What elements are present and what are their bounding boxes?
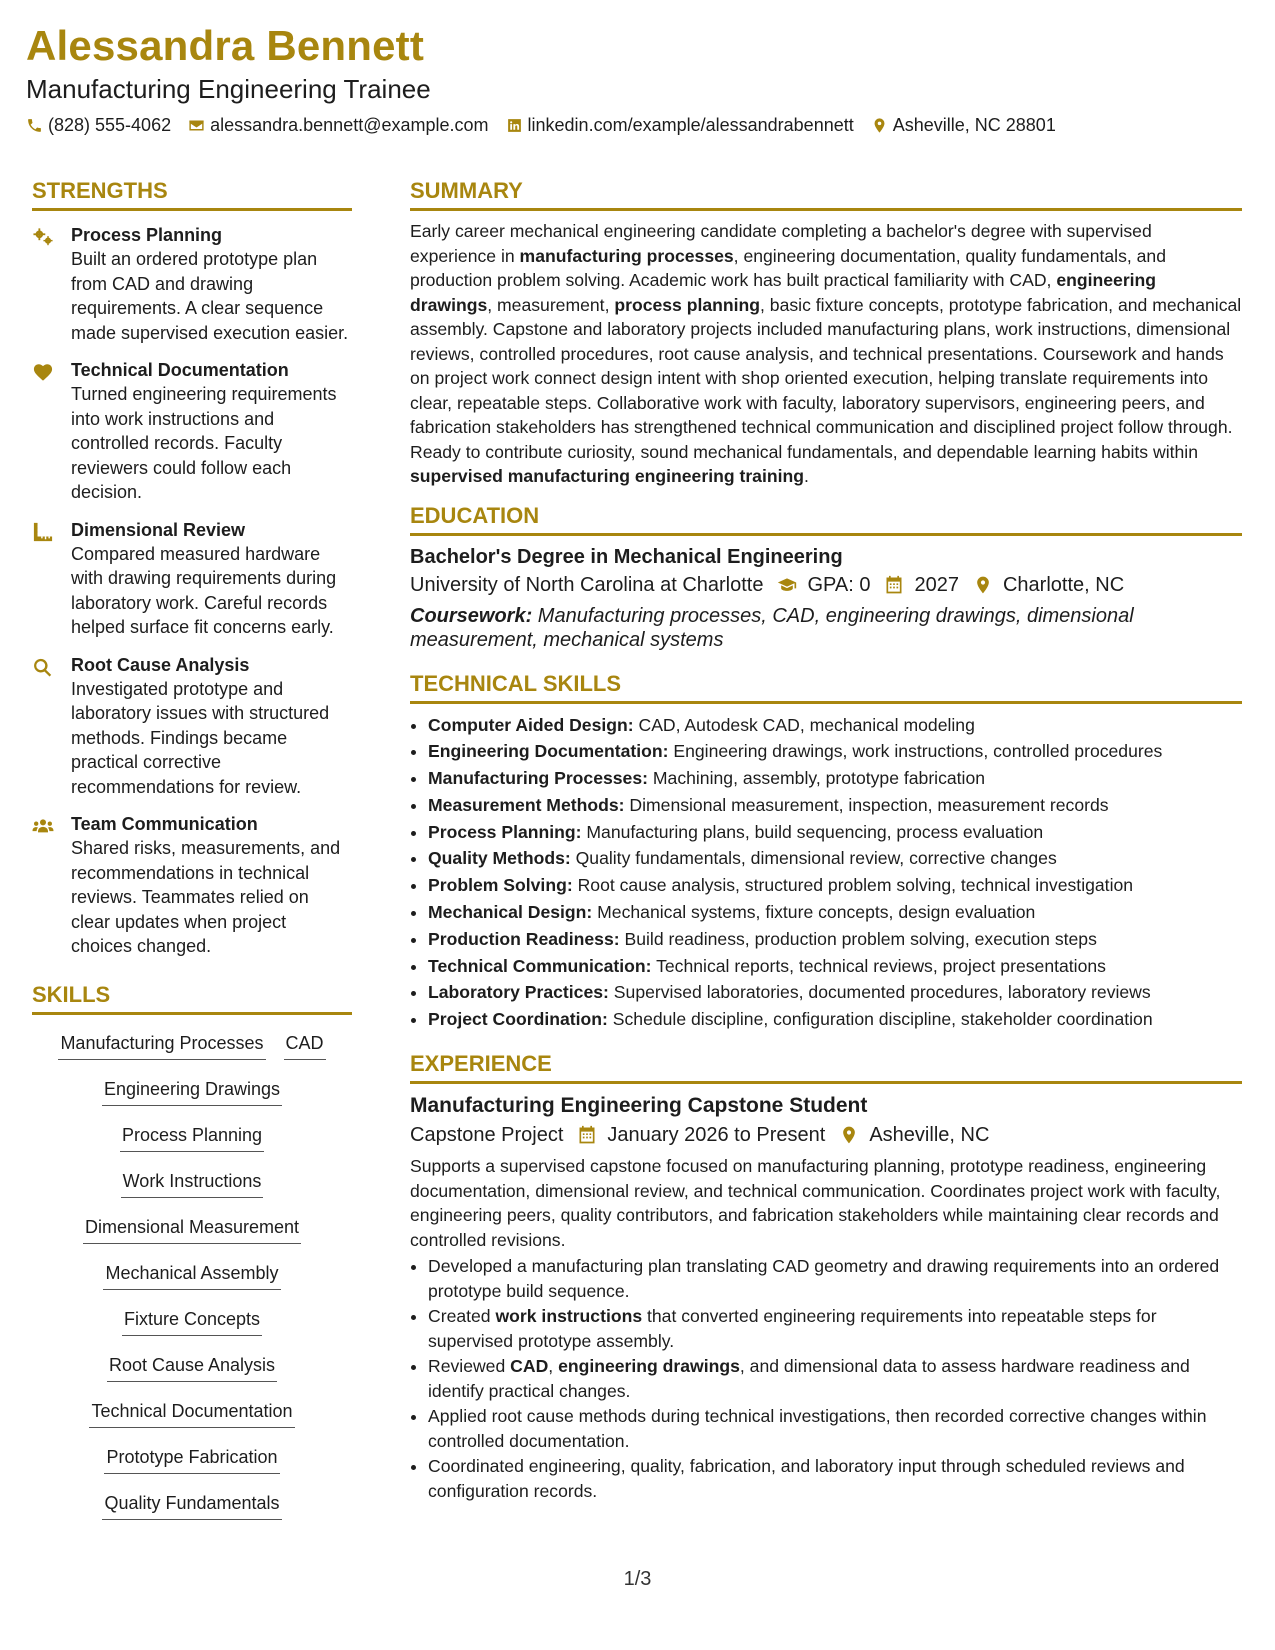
skill-tag: Root Cause Analysis	[107, 1351, 277, 1382]
skill-label: Technical Communication:	[428, 955, 652, 976]
summary-segment: .	[803, 466, 809, 486]
strength-title: Root Cause Analysis	[71, 654, 250, 675]
strength-title: Dimensional Review	[71, 519, 246, 540]
skill-label: Laboratory Practices:	[428, 982, 609, 1003]
skill-label: Computer Aided Design:	[428, 714, 634, 735]
gears-icon	[32, 227, 54, 247]
job-meta	[410, 1120, 1242, 1150]
candidate-name: Alessandra Bennett	[26, 22, 425, 69]
skill-tag: Engineering Drawings	[102, 1075, 282, 1106]
technical-skills-heading: TECHNICAL SKILLS	[410, 671, 1242, 704]
job-description: Supports a supervised capstone focused on manufacturing planning, prototype readiness, engineering documentation, dimensional review, and technical communication. Coordinates project work with faculty, engineering peers, quality contributors, and fabrication stakeholders while maintaining clear records and controlled revisions.	[410, 1156, 1221, 1250]
list-item	[428, 712, 1242, 739]
skill-label: Production Readiness:	[428, 928, 620, 949]
skill-value: Quality fundamentals, dimensional review, corrective changes	[570, 848, 1057, 869]
right-column	[410, 178, 1242, 1504]
graduation-year: 2027	[914, 573, 959, 596]
strength-desc: Shared risks, measurements, and recommendations in technical reviews. Teammates relied on clear updates when project choices changed.	[71, 838, 341, 956]
contact-bar	[26, 113, 1073, 137]
skill-value: Engineering drawings, work instructions, controlled procedures	[668, 741, 1163, 762]
strength-title: Team Communication	[71, 814, 258, 834]
list-item	[428, 845, 1242, 872]
experience-heading: EXPERIENCE	[410, 1051, 1242, 1084]
skill-tag: Quality Fundamentals	[102, 1489, 281, 1520]
list-item	[428, 953, 1242, 980]
gpa-text: GPA: 0	[807, 573, 871, 596]
bullet-highlight: work instructions	[495, 1306, 643, 1327]
skill-tag: Prototype Fabrication	[104, 1443, 279, 1474]
phone-icon	[26, 117, 43, 134]
list-item	[428, 872, 1242, 899]
skill-value: CAD, Autodesk CAD, mechanical modeling	[633, 714, 975, 735]
strength-title: Technical Documentation	[71, 360, 289, 380]
list-item	[428, 926, 1242, 953]
skill-label: Mechanical Design:	[428, 902, 593, 923]
email-icon	[188, 117, 205, 134]
summary-heading: SUMMARY	[410, 178, 1242, 211]
strength-desc: Investigated prototype and laboratory issues with structured methods. Findings became practical corrective recommendations for review.	[71, 678, 330, 797]
magnifier-icon	[32, 657, 54, 677]
strength-desc: Built an ordered prototype plan from CAD and drawing requirements. A clear sequence made supervised execution easier.	[71, 249, 349, 343]
bullet-text: ,	[548, 1356, 559, 1377]
strength-item	[32, 223, 352, 345]
job-title: Manufacturing Engineering Capstone Student	[410, 1094, 868, 1118]
calendar-icon	[884, 575, 904, 595]
degree-title: Bachelor's Degree in Mechanical Engineering	[410, 545, 843, 568]
strength-desc: Turned engineering requirements into work instructions and controlled records. Faculty reviewers could follow each decision.	[71, 384, 337, 502]
strength-title: Process Planning	[71, 225, 223, 245]
bullet-highlight: engineering drawings	[558, 1356, 740, 1377]
skill-tag: CAD	[284, 1029, 326, 1060]
bullet-text: that converted engineering requirements into repeatable steps for supervised prototype assembly.	[428, 1306, 1157, 1351]
list-item	[428, 979, 1242, 1006]
summary-segment: Early career mechanical engineering candidate completing a bachelor's degree with supervised experience in	[410, 221, 1152, 266]
strength-item	[32, 812, 352, 959]
contact-linkedin[interactable]	[506, 115, 854, 136]
bullet-text: Applied root cause methods during technical investigations, then recorded corrective changes within controlled documentation.	[428, 1406, 1207, 1451]
skill-value: Supervised laboratories, documented procedures, laboratory reviews	[608, 982, 1151, 1003]
coursework-label: Coursework:	[410, 604, 533, 627]
skill-value: Machining, assembly, prototype fabrication	[647, 768, 986, 789]
strength-item	[32, 518, 352, 640]
contact-phone[interactable]	[26, 115, 171, 136]
summary-highlight: supervised manufacturing engineering training	[410, 466, 804, 486]
summary-segment: , measurement,	[487, 294, 615, 315]
strength-item	[32, 653, 352, 800]
bullet-text: Coordinated engineering, quality, fabrication, and laboratory input through scheduled reviews and configuration records.	[428, 1456, 1185, 1501]
skill-label: Quality Methods:	[428, 848, 571, 869]
strength-item	[32, 358, 352, 505]
summary-highlight: manufacturing processes	[519, 245, 734, 266]
strengths-heading: STRENGTHS	[32, 178, 352, 211]
list-item	[428, 1304, 1242, 1353]
education-meta	[410, 570, 1242, 600]
skill-label: Process Planning:	[428, 821, 582, 842]
summary-segment: , engineering documentation, quality fundamentals, and production problem solving. Academic work has built practical familiarity with CAD,	[410, 245, 1166, 290]
heart-icon	[32, 362, 54, 382]
job-org: Capstone Project	[410, 1124, 564, 1147]
list-item	[428, 1254, 1242, 1303]
technical-skills-list	[410, 712, 1242, 1034]
list-item	[428, 792, 1242, 819]
graduation-cap-icon	[777, 575, 797, 595]
bullet-text: , and dimensional data to assess hardware readiness and identify practical changes.	[428, 1356, 1190, 1401]
skill-value: Root cause analysis, structured problem solving, technical investigation	[572, 875, 1134, 896]
summary-segment: , basic fixture concepts, prototype fabrication, and mechanical assembly. Capstone and laboratory projects included manufacturing plans, work instructions, dimensional reviews, controlled procedures, root cause analysis, and technical presentations. Coursework and hands on project work connect design intent with shop oriented execution, helping translate requirements into clear, repeatable steps. Collaborative work with faculty, laboratory supervisors, engineering peers, and fabrication stakeholders has strengthened technical communication and disciplined project follow through. Ready to contribute curiosity, sound mechanical fundamentals, and dependable learning habits within	[410, 294, 1242, 462]
email-text: alessandra.bennett@example.com	[210, 114, 489, 135]
skills-heading: SKILLS	[32, 982, 352, 1015]
candidate-title: Manufacturing Engineering Trainee	[26, 74, 431, 104]
calendar-icon	[577, 1125, 597, 1145]
job-location: Asheville, NC	[869, 1124, 990, 1147]
coursework-text: Manufacturing processes, CAD, engineering drawings, dimensional measurement, mechanical systems	[410, 604, 1134, 651]
skill-value: Technical reports, technical reviews, project presentations	[651, 955, 1106, 976]
linkedin-text: linkedin.com/example/alessandrabennett	[527, 114, 854, 135]
bullet-text: Developed a manufacturing plan translating CAD geometry and drawing requirements into an ordered prototype build sequence.	[428, 1256, 1220, 1301]
bullet-highlight: CAD	[510, 1356, 549, 1377]
school-location: Charlotte, NC	[1002, 573, 1125, 596]
summary-highlight: process planning	[614, 294, 761, 315]
skill-value: Schedule discipline, configuration discipline, stakeholder coordination	[607, 1009, 1153, 1030]
education-heading: EDUCATION	[410, 503, 1242, 536]
school-name: University of North Carolina at Charlotte	[410, 573, 764, 596]
location-text: Asheville, NC 28801	[892, 114, 1056, 135]
contact-email[interactable]	[188, 115, 488, 136]
list-item	[428, 819, 1242, 846]
skill-tag: Technical Documentation	[89, 1397, 294, 1428]
team-icon	[32, 816, 54, 836]
location-icon	[871, 117, 888, 134]
skill-value: Build readiness, production problem solving, execution steps	[619, 928, 1097, 949]
skill-tag: Mechanical Assembly	[103, 1259, 280, 1290]
summary-text	[410, 219, 1242, 489]
skill-label: Manufacturing Processes:	[428, 768, 648, 789]
job-dates: January 2026 to Present	[607, 1124, 826, 1147]
strength-desc: Compared measured hardware with drawing requirements during laboratory work. Careful records helped surface fit concerns early.	[71, 543, 337, 637]
skill-tag: Dimensional Measurement	[83, 1213, 301, 1244]
skill-value: Manufacturing plans, build sequencing, process evaluation	[581, 821, 1044, 842]
list-item	[428, 899, 1242, 926]
list-item	[428, 765, 1242, 792]
coursework	[410, 604, 1242, 653]
linkedin-icon	[506, 117, 523, 134]
skills-list	[32, 1023, 352, 1535]
job-bullets	[410, 1254, 1242, 1503]
skill-tag: Manufacturing Processes	[58, 1029, 265, 1060]
list-item	[428, 738, 1242, 765]
skill-tag: Work Instructions	[121, 1167, 264, 1198]
page-number: 1/3	[623, 1568, 652, 1590]
skill-label: Problem Solving:	[428, 875, 573, 896]
left-column	[32, 178, 352, 1535]
contact-location	[871, 115, 1056, 136]
skill-label: Engineering Documentation:	[428, 741, 669, 762]
skill-label: Project Coordination:	[428, 1009, 608, 1030]
phone-text: (828) 555-4062	[48, 114, 172, 135]
list-item	[428, 1454, 1242, 1503]
skill-tag: Fixture Concepts	[122, 1305, 262, 1336]
bullet-text: Created	[428, 1306, 496, 1327]
skill-tag: Process Planning	[120, 1121, 264, 1152]
skill-label: Measurement Methods:	[428, 794, 625, 815]
location-icon	[973, 575, 993, 595]
list-item	[428, 1404, 1242, 1453]
skill-value: Mechanical systems, fixture concepts, design evaluation	[592, 902, 1036, 923]
location-icon	[839, 1125, 859, 1145]
list-item	[428, 1354, 1242, 1403]
bullet-text: Reviewed	[428, 1356, 511, 1377]
summary-highlight: engineering drawings	[410, 270, 1157, 315]
ruler-icon	[32, 522, 54, 542]
list-item	[428, 1006, 1242, 1033]
skill-value: Dimensional measurement, inspection, measurement records	[624, 794, 1109, 815]
